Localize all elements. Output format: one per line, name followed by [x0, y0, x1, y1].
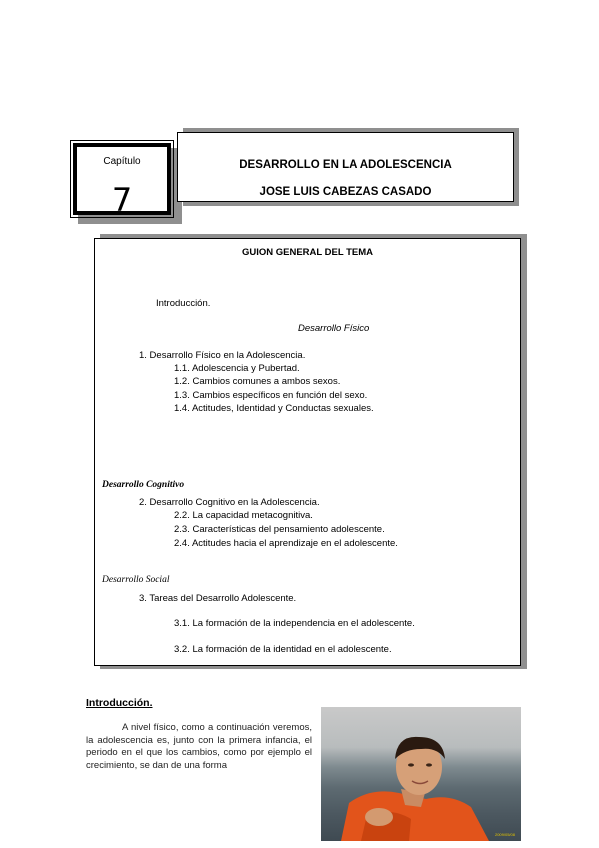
cognitive-item: 2. Desarrollo Cognitivo en la Adolescencia.: [139, 497, 320, 508]
chapter-label: Capítulo: [103, 156, 141, 167]
intro-paragraph: A nivel físico, como a continuación veremos, la adolescencia es, junto con la primera infancia, el periodo en el que los cambios, como por ejemplo el crecimiento, se dan de una forma: [86, 722, 312, 771]
document-author: JOSE LUIS CABEZAS CASADO: [259, 186, 432, 198]
title-box: [177, 132, 514, 202]
social-item: 3. Tareas del Desarrollo Adolescente.: [139, 593, 297, 604]
intro-heading: Introducción.: [86, 697, 153, 709]
physical-subitem: 1.1. Adolescencia y Pubertad.: [174, 363, 300, 374]
cognitive-subitem: 2.2. La capacidad metacognitiva.: [174, 510, 313, 521]
physical-item: 1. Desarrollo Físico en la Adolescencia.: [139, 350, 306, 361]
chapter-box: [73, 143, 171, 219]
photo-credit: 2009/05/08: [494, 832, 515, 837]
outline-heading: GUION GENERAL DEL TEMA: [241, 247, 374, 258]
cognitive-heading: Desarrollo Cognitivo: [102, 480, 185, 490]
outline-box: [94, 238, 521, 666]
physical-subitem: 1.4. Actitudes, Identidad y Conductas sexuales.: [174, 403, 374, 414]
chapter-number: 7: [111, 181, 133, 219]
boy-photo: [321, 707, 521, 841]
photo-illustration: [321, 707, 521, 841]
physical-subitem: 1.2. Cambios comunes a ambos sexos.: [174, 376, 341, 387]
social-heading: Desarrollo Social: [102, 575, 170, 585]
document-title: DESARROLLO EN LA ADOLESCENCIA: [239, 159, 452, 171]
outline-intro: Introducción.: [156, 298, 211, 309]
physical-heading: Desarrollo Físico: [298, 323, 370, 334]
cognitive-subitem: 2.4. Actitudes hacia el aprendizaje en el adolescente.: [174, 538, 398, 549]
social-subitem: 3.1. La formación de la independencia en el adolescente.: [174, 618, 415, 629]
cognitive-subitem: 2.3. Características del pensamiento adolescente.: [174, 524, 385, 535]
physical-subitem: 1.3. Cambios específicos en función del sexo.: [174, 390, 368, 401]
social-subitem: 3.2. La formación de la identidad en el adolescente.: [174, 644, 392, 655]
